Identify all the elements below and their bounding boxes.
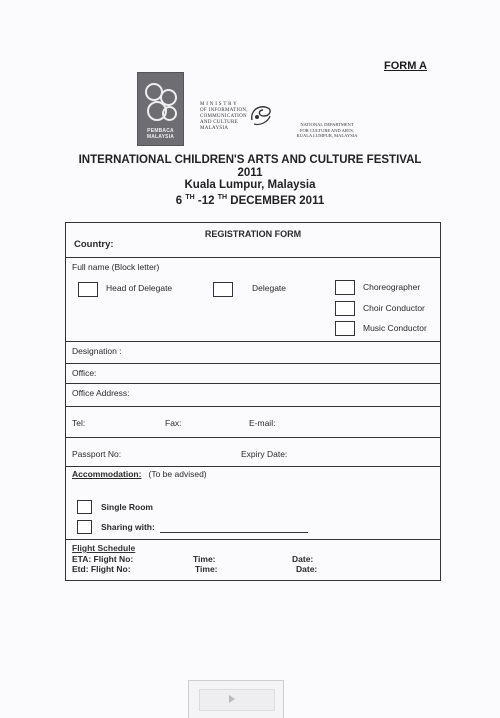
expiry-date-label: Expiry Date:	[241, 449, 288, 459]
choreographer-label: Choreographer	[363, 282, 421, 292]
festival-title	[50, 154, 450, 207]
row-office-address	[66, 384, 440, 407]
eta-flight-label: ETA: Flight No:	[72, 554, 134, 564]
delegate-label: Delegate	[252, 283, 287, 293]
date-start-day: 6	[175, 194, 183, 207]
row-office	[66, 364, 440, 384]
date-month-year: DECEMBER 2011	[230, 194, 325, 207]
passport-label: Passport No:	[72, 449, 122, 459]
department-line: NATIONAL DEPARTMENT	[300, 122, 354, 127]
row-passport	[66, 438, 440, 467]
single-room-checkbox[interactable]	[77, 500, 92, 514]
registration-form	[65, 222, 441, 581]
ministry-text	[200, 102, 248, 132]
title-year: 2011	[237, 166, 263, 179]
department-line: KUALA LUMPUR, MALAYSIA	[296, 133, 358, 138]
fax-label: Fax:	[165, 418, 182, 428]
sharing-checkbox[interactable]	[77, 520, 92, 534]
etd-date-label: Date:	[296, 564, 318, 574]
head-of-delegate-checkbox[interactable]	[78, 282, 98, 297]
delegate-checkbox[interactable]	[213, 282, 233, 297]
ministry-line: M I N I S T R Y	[200, 102, 238, 107]
accommodation-note: (To be advised)	[148, 469, 207, 479]
scan-tab	[188, 680, 284, 718]
row-contact	[66, 407, 440, 438]
ministry-emblem-icon	[248, 100, 274, 128]
date-end-suffix: TH	[217, 193, 228, 201]
play-icon	[229, 695, 235, 703]
eta-time-label: Time:	[193, 554, 216, 564]
choir-conductor-checkbox[interactable]	[335, 301, 355, 316]
music-conductor-checkbox[interactable]	[335, 321, 355, 336]
sharing-with-line[interactable]	[160, 532, 308, 533]
form-code: FORM A	[384, 60, 427, 72]
accommodation-label: Accommodation:	[72, 469, 142, 479]
eta-date-label: Date:	[292, 554, 314, 564]
ministry-line: OF INFORMATION,	[200, 108, 248, 113]
row-designation	[66, 342, 440, 364]
email-label: E-mail:	[249, 418, 276, 428]
choreographer-checkbox[interactable]	[335, 280, 355, 295]
tel-label: Tel:	[72, 418, 86, 428]
row-accommodation	[66, 467, 440, 540]
department-text	[292, 122, 362, 139]
music-conductor-label: Music Conductor	[363, 323, 427, 333]
festival-logo-caption: PEMBACA MALAYSIA	[146, 128, 175, 140]
fullname-label: Full name (Block letter)	[72, 262, 160, 272]
office-address-label: Office Address:	[72, 388, 130, 398]
date-end-day: -12	[197, 194, 215, 207]
office-label: Office:	[72, 368, 97, 378]
single-room-label: Single Room	[101, 502, 153, 512]
festival-logo	[137, 72, 184, 146]
designation-label: Designation :	[72, 346, 122, 356]
head-of-delegate-label: Head of Delegate	[106, 283, 173, 293]
title-location: Kuala Lumpur, Malaysia	[184, 179, 316, 191]
country-label: Country:	[74, 239, 114, 250]
choir-conductor-label: Choir Conductor	[363, 303, 425, 313]
date-start-suffix: TH	[185, 193, 195, 201]
department-line: FOR CULTURE AND ARTS,	[299, 127, 355, 133]
row-country	[66, 223, 440, 258]
title-line-1: INTERNATIONAL CHILDREN'S ARTS AND CULTURE FESTIVAL	[78, 154, 422, 166]
form-heading: REGISTRATION FORM	[204, 229, 302, 239]
ministry-line: AND CULTURE	[200, 120, 238, 125]
etd-flight-label: Etd: Flight No:	[72, 564, 131, 574]
sharing-with-label: Sharing with:	[101, 522, 155, 532]
row-fullname-roles	[66, 258, 440, 342]
row-flight-schedule	[66, 540, 440, 582]
etd-time-label: Time:	[195, 564, 218, 574]
title-dates	[50, 192, 450, 207]
ministry-line: MALAYSIA	[200, 126, 229, 131]
ministry-line: COMMUNICATION	[200, 114, 247, 119]
accommodation-heading	[72, 469, 207, 479]
flight-schedule-heading: Flight Schedule	[72, 543, 136, 553]
